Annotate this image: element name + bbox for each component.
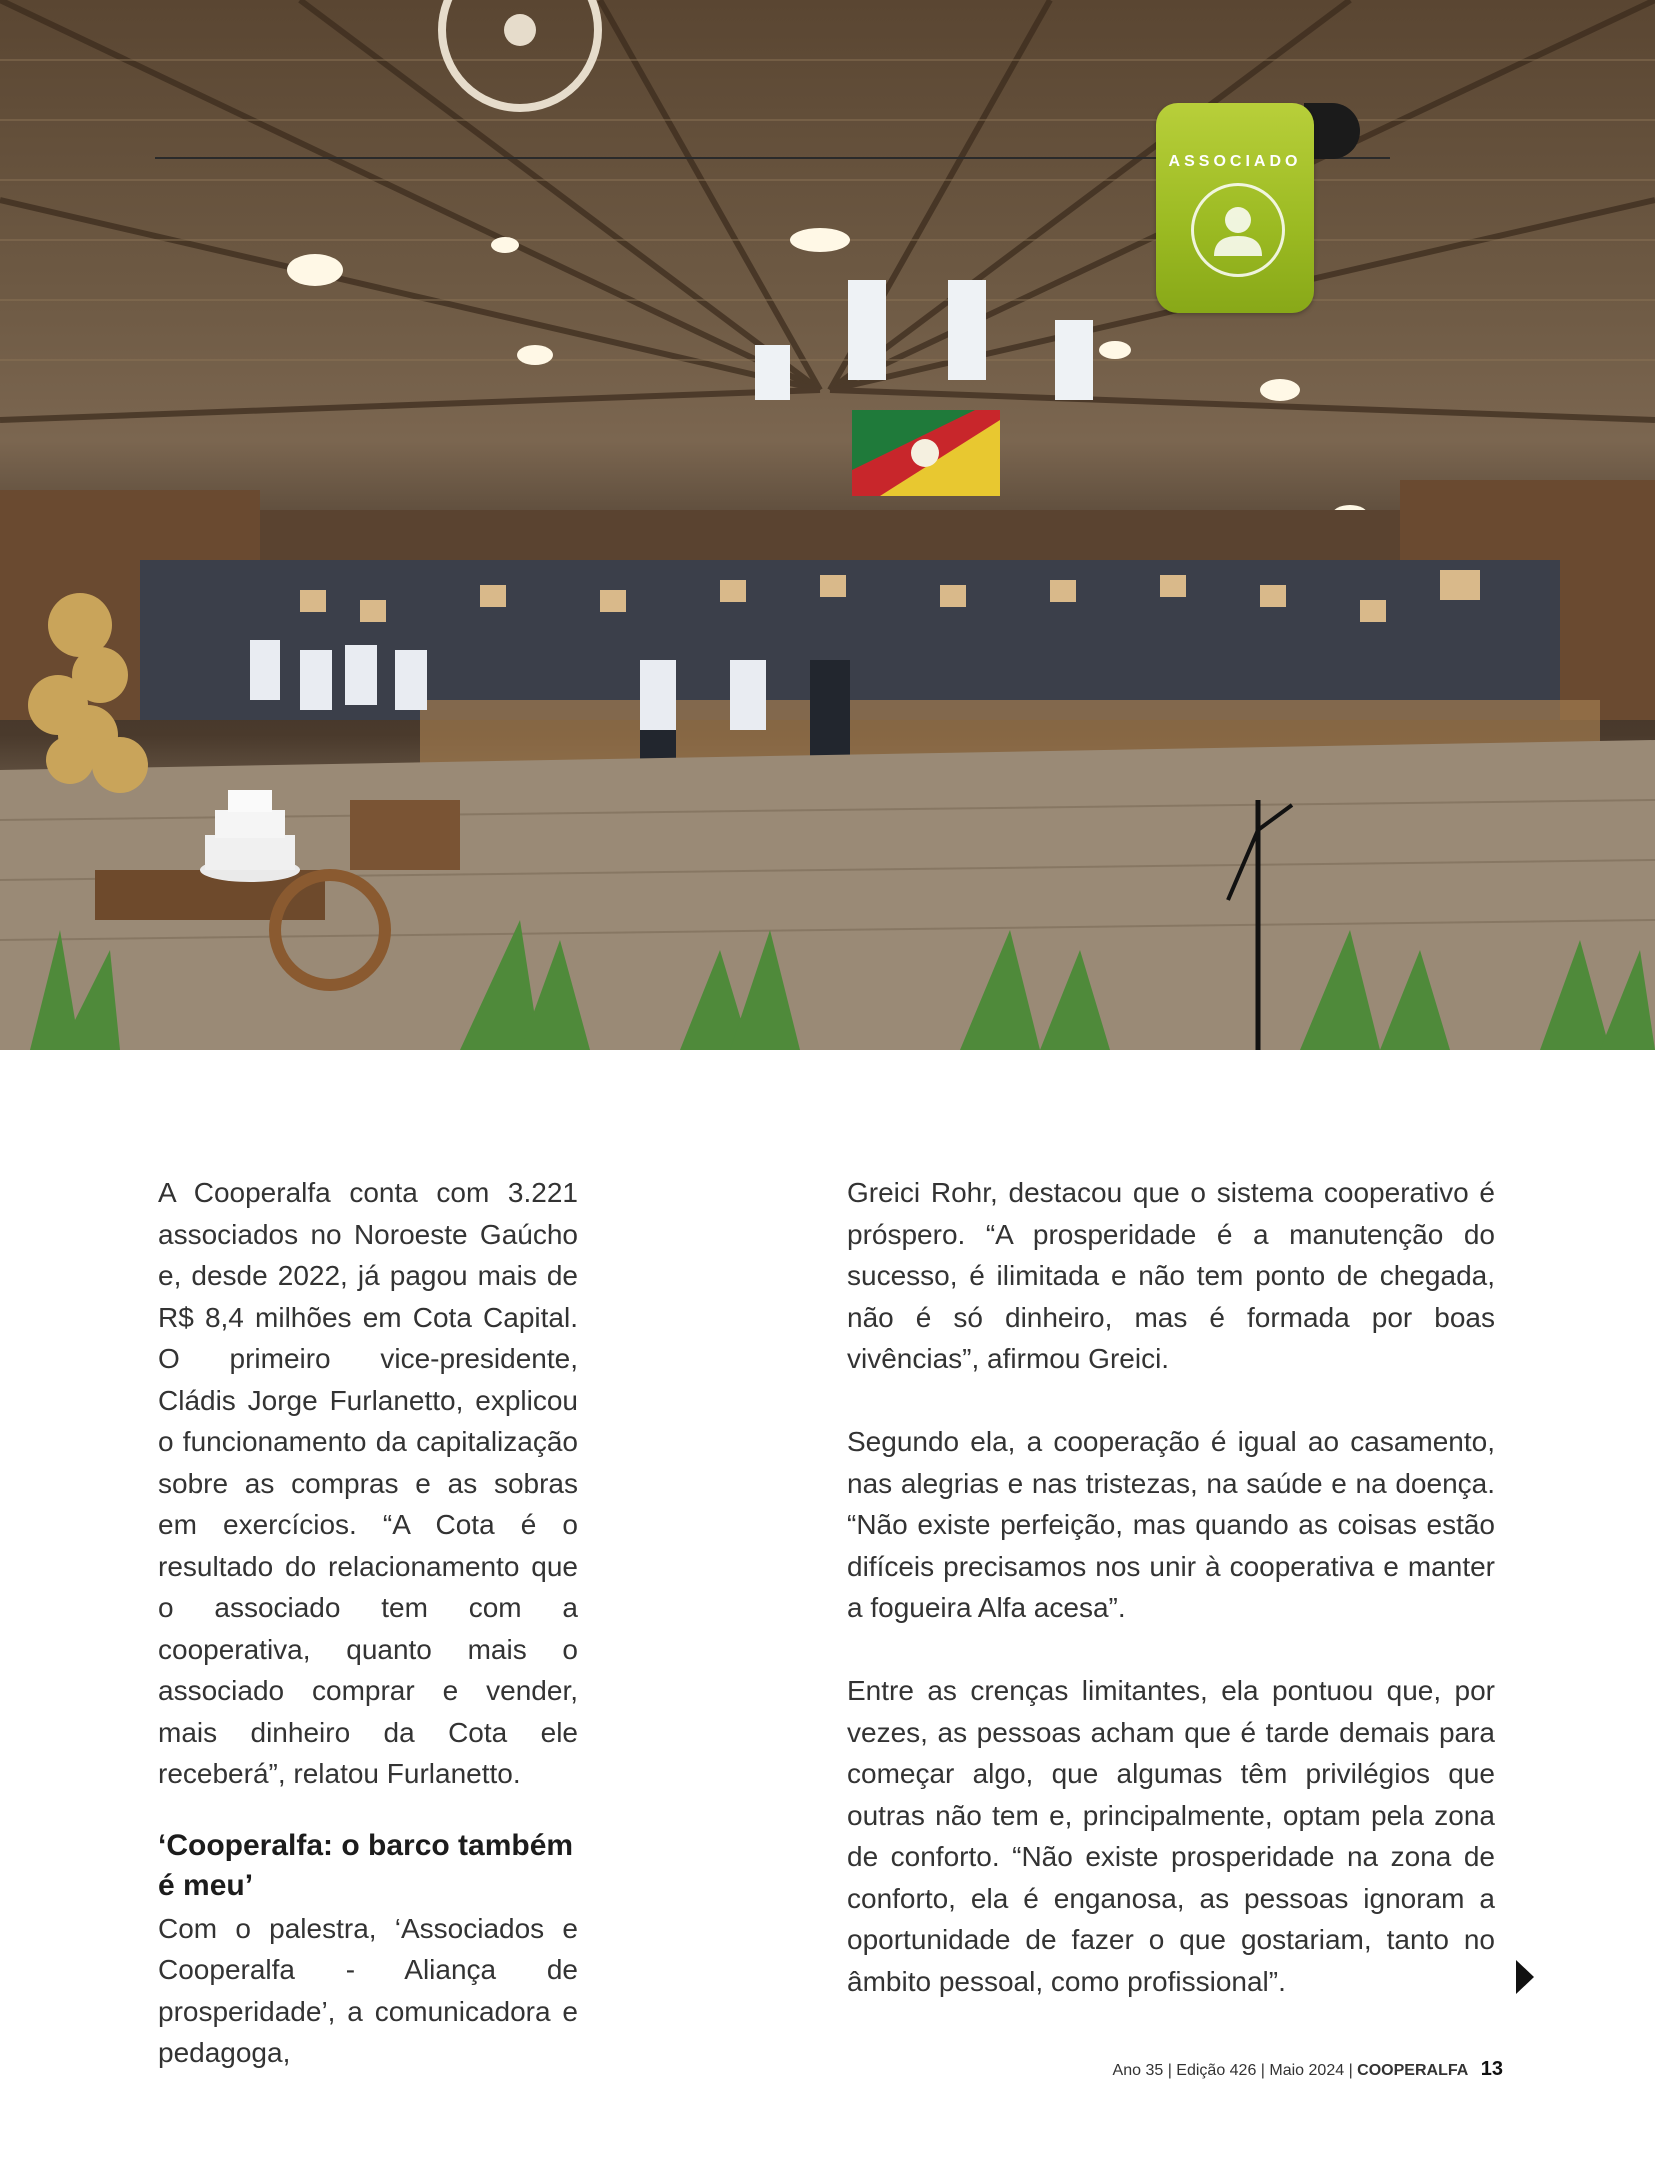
footer-brand: COOPERALFA xyxy=(1357,2062,1469,2079)
page-number: 13 xyxy=(1480,2058,1503,2080)
article-right-column xyxy=(847,1172,1495,2002)
person-icon xyxy=(1191,183,1285,277)
continue-arrow-icon xyxy=(1516,1960,1534,1994)
subheading: ‘Cooperalfa: o barco também é meu’ xyxy=(158,1828,574,1902)
section-tag xyxy=(1156,103,1314,313)
section-tag-label: ASSOCIADO xyxy=(1168,153,1302,170)
body-paragraph: Entre as crenças limitantes, ela pontuou que, por vezes, as pessoas acham que é tarde demais para começar algo, que algumas têm privilégios que outras não tem e, principalmente, optam pela zona de conforto. “Não existe prosperidade na zona de conforto, ela é enganosa, as pessoas ignoram a oportunidade de fazer o que gostariam, tanto no âmbito pessoal, como profissional”. xyxy=(847,1675,1495,1997)
body-paragraph: Greici Rohr, destacou que o sistema cooperativo é próspero. “A prosperidade é a manutenção do sucesso, é ilimitada e não tem ponto de chegada, não é só dinheiro, mas é formada por boas vivências”, afirmou Greici. xyxy=(847,1177,1495,1374)
body-paragraph: A Cooperalfa conta com 3.221 associados no Noroeste Gaúcho e, desde 2022, já pagou mais de R$ 8,4 milhões em Cota Capital. O primeiro vice-presidente, Cládis Jorge Furlanetto, explicou o funcionamento da capitalização sobre as compras e as sobras em exercícios. “A Cota é o resultado do relacionamento que o associado tem com a cooperativa, quanto mais o associado comprar e vender, mais dinheiro da Cota ele receberá”, relatou Furlanetto. xyxy=(158,1177,578,1789)
body-paragraph: Com o palestra, ‘Associados e Cooperalfa - Aliança de prosperidade’, a comunicadora e pedagoga, xyxy=(158,1912,578,2068)
issue-info: Ano 35 | Edição 426 | Maio 2024 | xyxy=(1112,2062,1353,2079)
body-paragraph: Segundo ela, a cooperação é igual ao casamento, nas alegrias e nas tristezas, na saúde e na doença. “Não existe perfeição, mas quando as coisas estão difíceis precisamos nos unir à cooperativa e manter a fogueira Alfa acesa”. xyxy=(847,1426,1495,1623)
page-footer xyxy=(1113,2058,1503,2081)
article-left-column xyxy=(158,1172,578,2074)
